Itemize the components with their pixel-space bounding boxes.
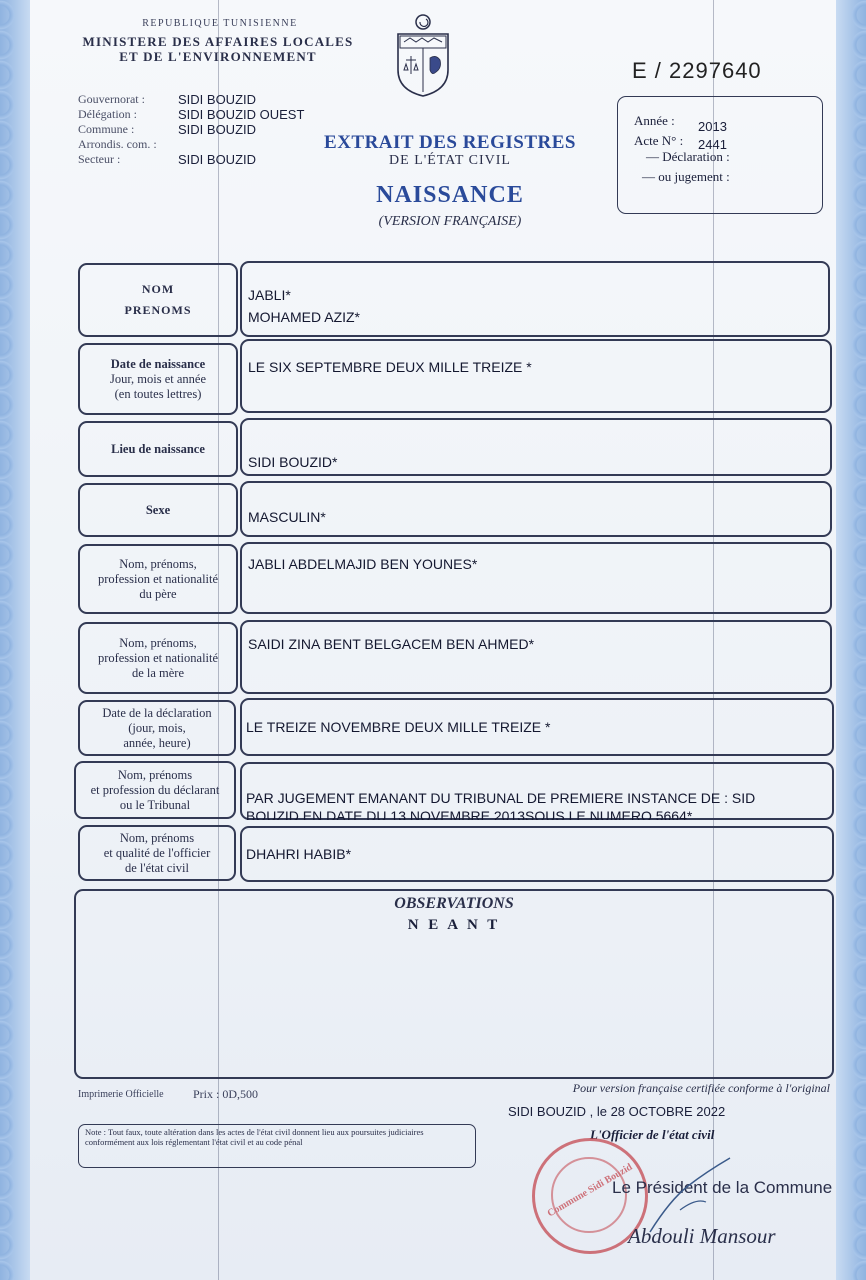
field-secteur: Secteur : SIDI BOUZID	[78, 152, 257, 167]
label-officier: Nom, prénoms et qualité de l'officier de l'état civil	[78, 825, 236, 881]
date-declaration-value: LE TREIZE NOVEMBRE DEUX MILLE TREIZE *	[246, 719, 551, 735]
label-lieu-naissance: Lieu de naissance	[78, 421, 238, 477]
observations-box	[74, 889, 834, 1079]
legal-note-text: Note : Tout faux, toute altération dans les actes de l'état civil donnent lieu aux poursuites judiciaires conformément aux lois réglementant l'état civil et au code pénal	[85, 1127, 424, 1147]
annee-value: 2013	[698, 119, 727, 134]
label-date-declaration: Date de la déclaration (jour, mois, année, heure)	[78, 700, 236, 756]
value-date-naissance	[240, 339, 832, 413]
value-nom-prenoms	[240, 261, 830, 337]
ministry-line-1: MINISTERE DES AFFAIRES LOCALES	[82, 34, 354, 49]
jugement-label: — ou jugement :	[642, 169, 730, 184]
declaration-label: — Déclaration :	[646, 149, 730, 164]
acte-value: 2441	[698, 137, 727, 152]
coat-of-arms-icon	[392, 12, 454, 98]
nom-value: JABLI*	[248, 287, 291, 303]
annee-label: Année :	[634, 113, 675, 128]
label-prenoms: PRENOMS	[124, 303, 192, 317]
field-delegation: Délégation : SIDI BOUZID OUEST	[78, 107, 305, 122]
field-gouvernorat: Gouvernorat : SIDI BOUZID	[78, 92, 257, 107]
president-title: Le Président de la Commune	[612, 1178, 833, 1197]
value-date-declaration	[240, 698, 834, 756]
observations-value: N E A N T	[407, 917, 501, 933]
value-sexe	[240, 481, 832, 537]
imprimerie-label: Imprimerie Officielle	[78, 1089, 164, 1100]
prenoms-value: MOHAMED AZIZ*	[248, 309, 361, 325]
observations-title: OBSERVATIONS	[394, 895, 514, 912]
value-declarant	[240, 762, 834, 820]
field-arrondissement: Arrondis. com. :	[78, 137, 157, 151]
decorative-border-right	[836, 0, 866, 1280]
value-mere	[240, 620, 832, 694]
pere-value: JABLI ABDELMAJID BEN YOUNES*	[248, 556, 478, 572]
acte-label: Acte N° :	[634, 133, 684, 148]
value-lieu-naissance	[240, 418, 832, 476]
document-type: NAISSANCE	[376, 182, 524, 208]
label-nom-prenoms	[78, 263, 238, 337]
serial-number: E / 2297640	[632, 58, 762, 83]
value-pere	[240, 542, 832, 614]
signature-stroke-icon	[640, 1150, 750, 1240]
stamp-text: Commune Sidi Bouzid	[545, 1161, 635, 1220]
legal-note	[78, 1124, 476, 1168]
label-nom: NOM	[141, 282, 175, 296]
republic-label: REPUBLIQUE TUNISIENNE	[142, 18, 298, 29]
document-title: EXTRAIT DES REGISTRES	[324, 132, 576, 153]
declarant-value-line2: BOUZID EN DATE DU 13 NOVEMBRE 2013SOUS LE NUMERO 5664*	[246, 808, 693, 820]
ministry-line-2: ET DE L'ENVIRONNEMENT	[119, 49, 317, 64]
label-mere: Nom, prénoms, profession et nationalité de la mère	[78, 622, 238, 694]
officer-title: L'Officier de l'état civil	[590, 1127, 715, 1142]
price-label: Prix : 0D,500	[193, 1087, 259, 1101]
ministry-name	[78, 34, 358, 64]
decorative-border-left	[0, 0, 30, 1280]
lieu-naissance-value: SIDI BOUZID*	[248, 454, 338, 470]
document-version: (VERSION FRANÇAISE)	[378, 214, 522, 229]
place-date: SIDI BOUZID , le 28 OCTOBRE 2022	[508, 1104, 726, 1119]
officier-value: DHAHRI HABIB*	[246, 846, 352, 862]
label-date-naissance: Date de naissance Jour, mois et année (en toutes lettres)	[78, 343, 238, 415]
label-declarant: Nom, prénoms et profession du déclarant ou le Tribunal	[74, 761, 236, 819]
label-sexe: Sexe	[78, 483, 238, 537]
certification-text: Pour version française certifiée conforme à l'original	[572, 1081, 830, 1095]
value-officier	[240, 826, 834, 882]
date-naissance-value: LE SIX SEPTEMBRE DEUX MILLE TREIZE *	[248, 359, 532, 375]
mere-value: SAIDI ZINA BENT BELGACEM BEN AHMED*	[248, 636, 535, 652]
declarant-value-line1: PAR JUGEMENT EMANANT DU TRIBUNAL DE PREMIERE INSTANCE DE : SID	[246, 790, 756, 806]
signature-name: Abdouli Mansour	[628, 1224, 776, 1248]
acte-box	[617, 96, 823, 214]
document-subtitle: DE L'ÉTAT CIVIL	[389, 153, 511, 168]
admin-fields	[78, 92, 308, 167]
label-pere: Nom, prénoms, profession et nationalité du père	[78, 544, 238, 614]
field-commune: Commune : SIDI BOUZID	[78, 122, 257, 137]
sexe-value: MASCULIN*	[248, 509, 326, 525]
